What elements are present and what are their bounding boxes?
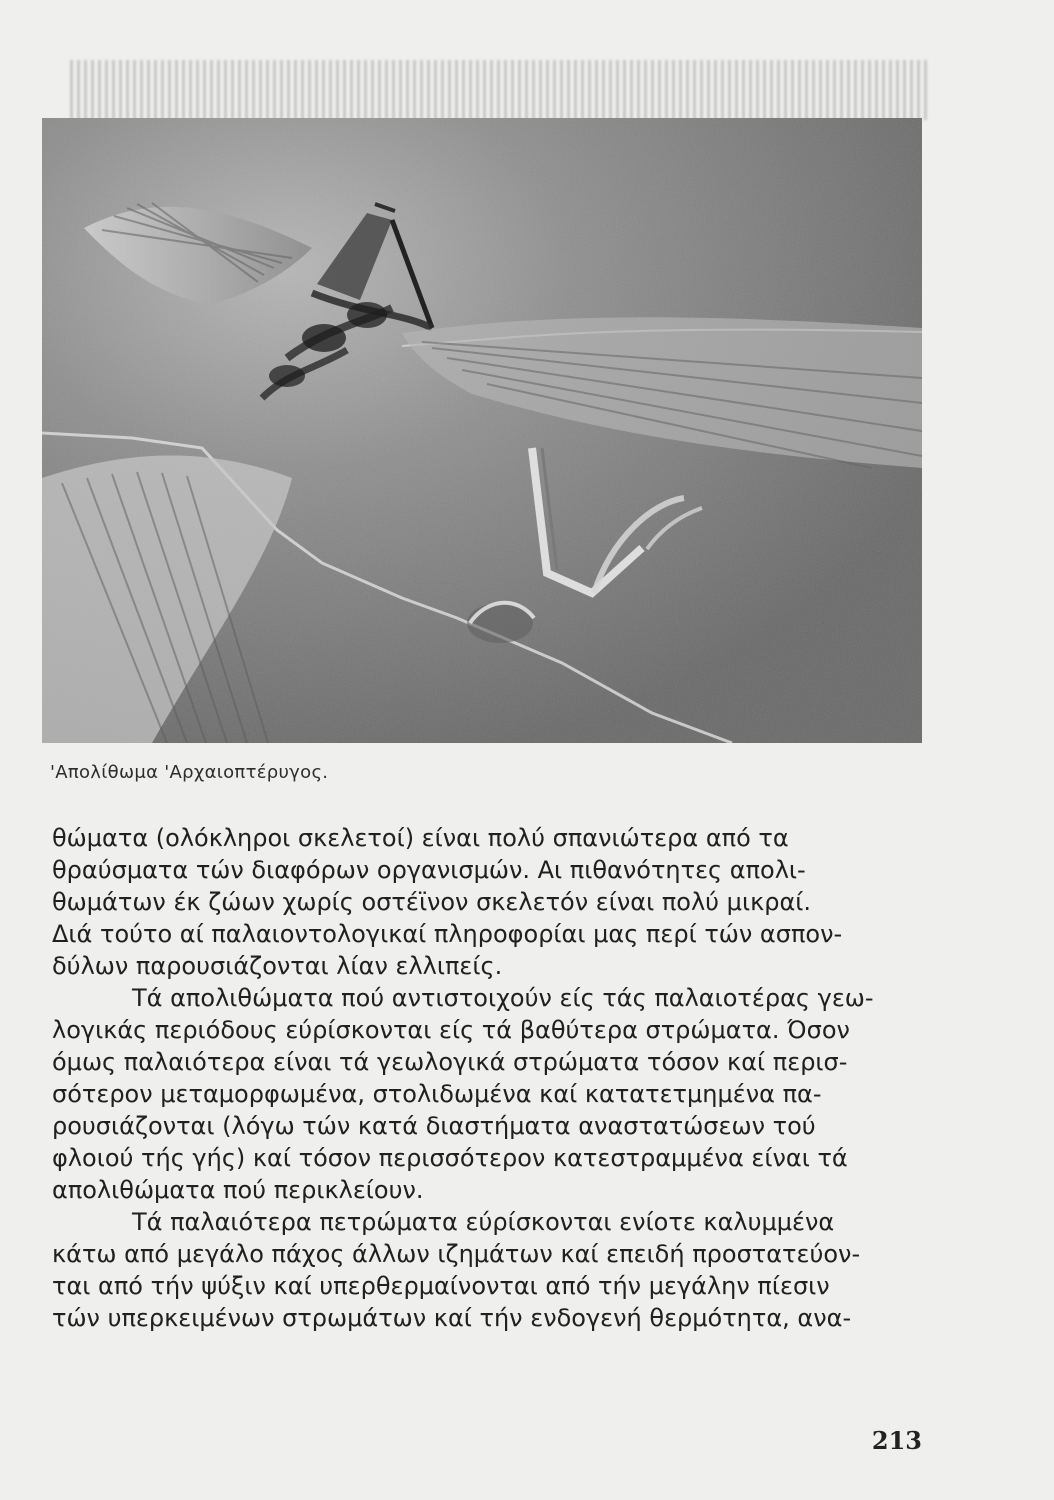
bleed-through-text <box>70 60 930 120</box>
archaeopteryx-fossil-image <box>42 118 922 743</box>
figure-caption: 'Απολίθωμα 'Αρχαιοπτέρυγος. <box>50 762 329 783</box>
paragraph-2: Τά απολιθώματα πού αντιστοιχούν είς τάς παλαιοτέρας γεω- λογικάς περιόδους εύρίσκονται είς τά βαθύτερα στρώματα. Όσον όμως παλαιότερα είναι τά γεωλογικά στρώματα τόσον καί περισ- σότερον μεταμορφωμένα, στολιδωμένα καί κατατετμημένα πα- ρουσιάζονται (λόγω τών κατά διαστήματα αναστατώσεων τού φλοιού τής γής) καί τόσον περισσότερον κατεστραμμένα είναι τά απολιθώματα πού περικλείουν. <box>52 984 874 1204</box>
body-text <box>52 822 924 1334</box>
page-number: 213 <box>871 1426 922 1455</box>
paragraph-1: θώματα (ολόκληροι σκελετοί) είναι πολύ σπανιώτερα από τα θραύσματα τών διαφόρων οργανισμών. Αι πιθανότητες απολι- θωμάτων έκ ζώων χωρίς οστέϊνον σκελετόν είναι πολύ μικραί. Διά τούτο αί παλαιοντολογικαί πληροφορίαι μας περί τών ασπον- δύλων παρουσιάζονται λίαν ελλιπείς. <box>52 824 843 980</box>
paragraph-3: Τά παλαιότερα πετρώματα εύρίσκονται ενίοτε καλυμμένα κάτω από μεγάλο πάχος άλλων ιζημάτων καί επειδή προστατεύον- ται από τήν ψύξιν καί υπερθερμαίνονται από τήν μεγάλην πίεσιν τών υπερκειμένων στρωμάτων καί τήν ενδογενή θερμότητα, ανα- <box>52 1208 861 1332</box>
fossil-photo <box>42 118 922 743</box>
